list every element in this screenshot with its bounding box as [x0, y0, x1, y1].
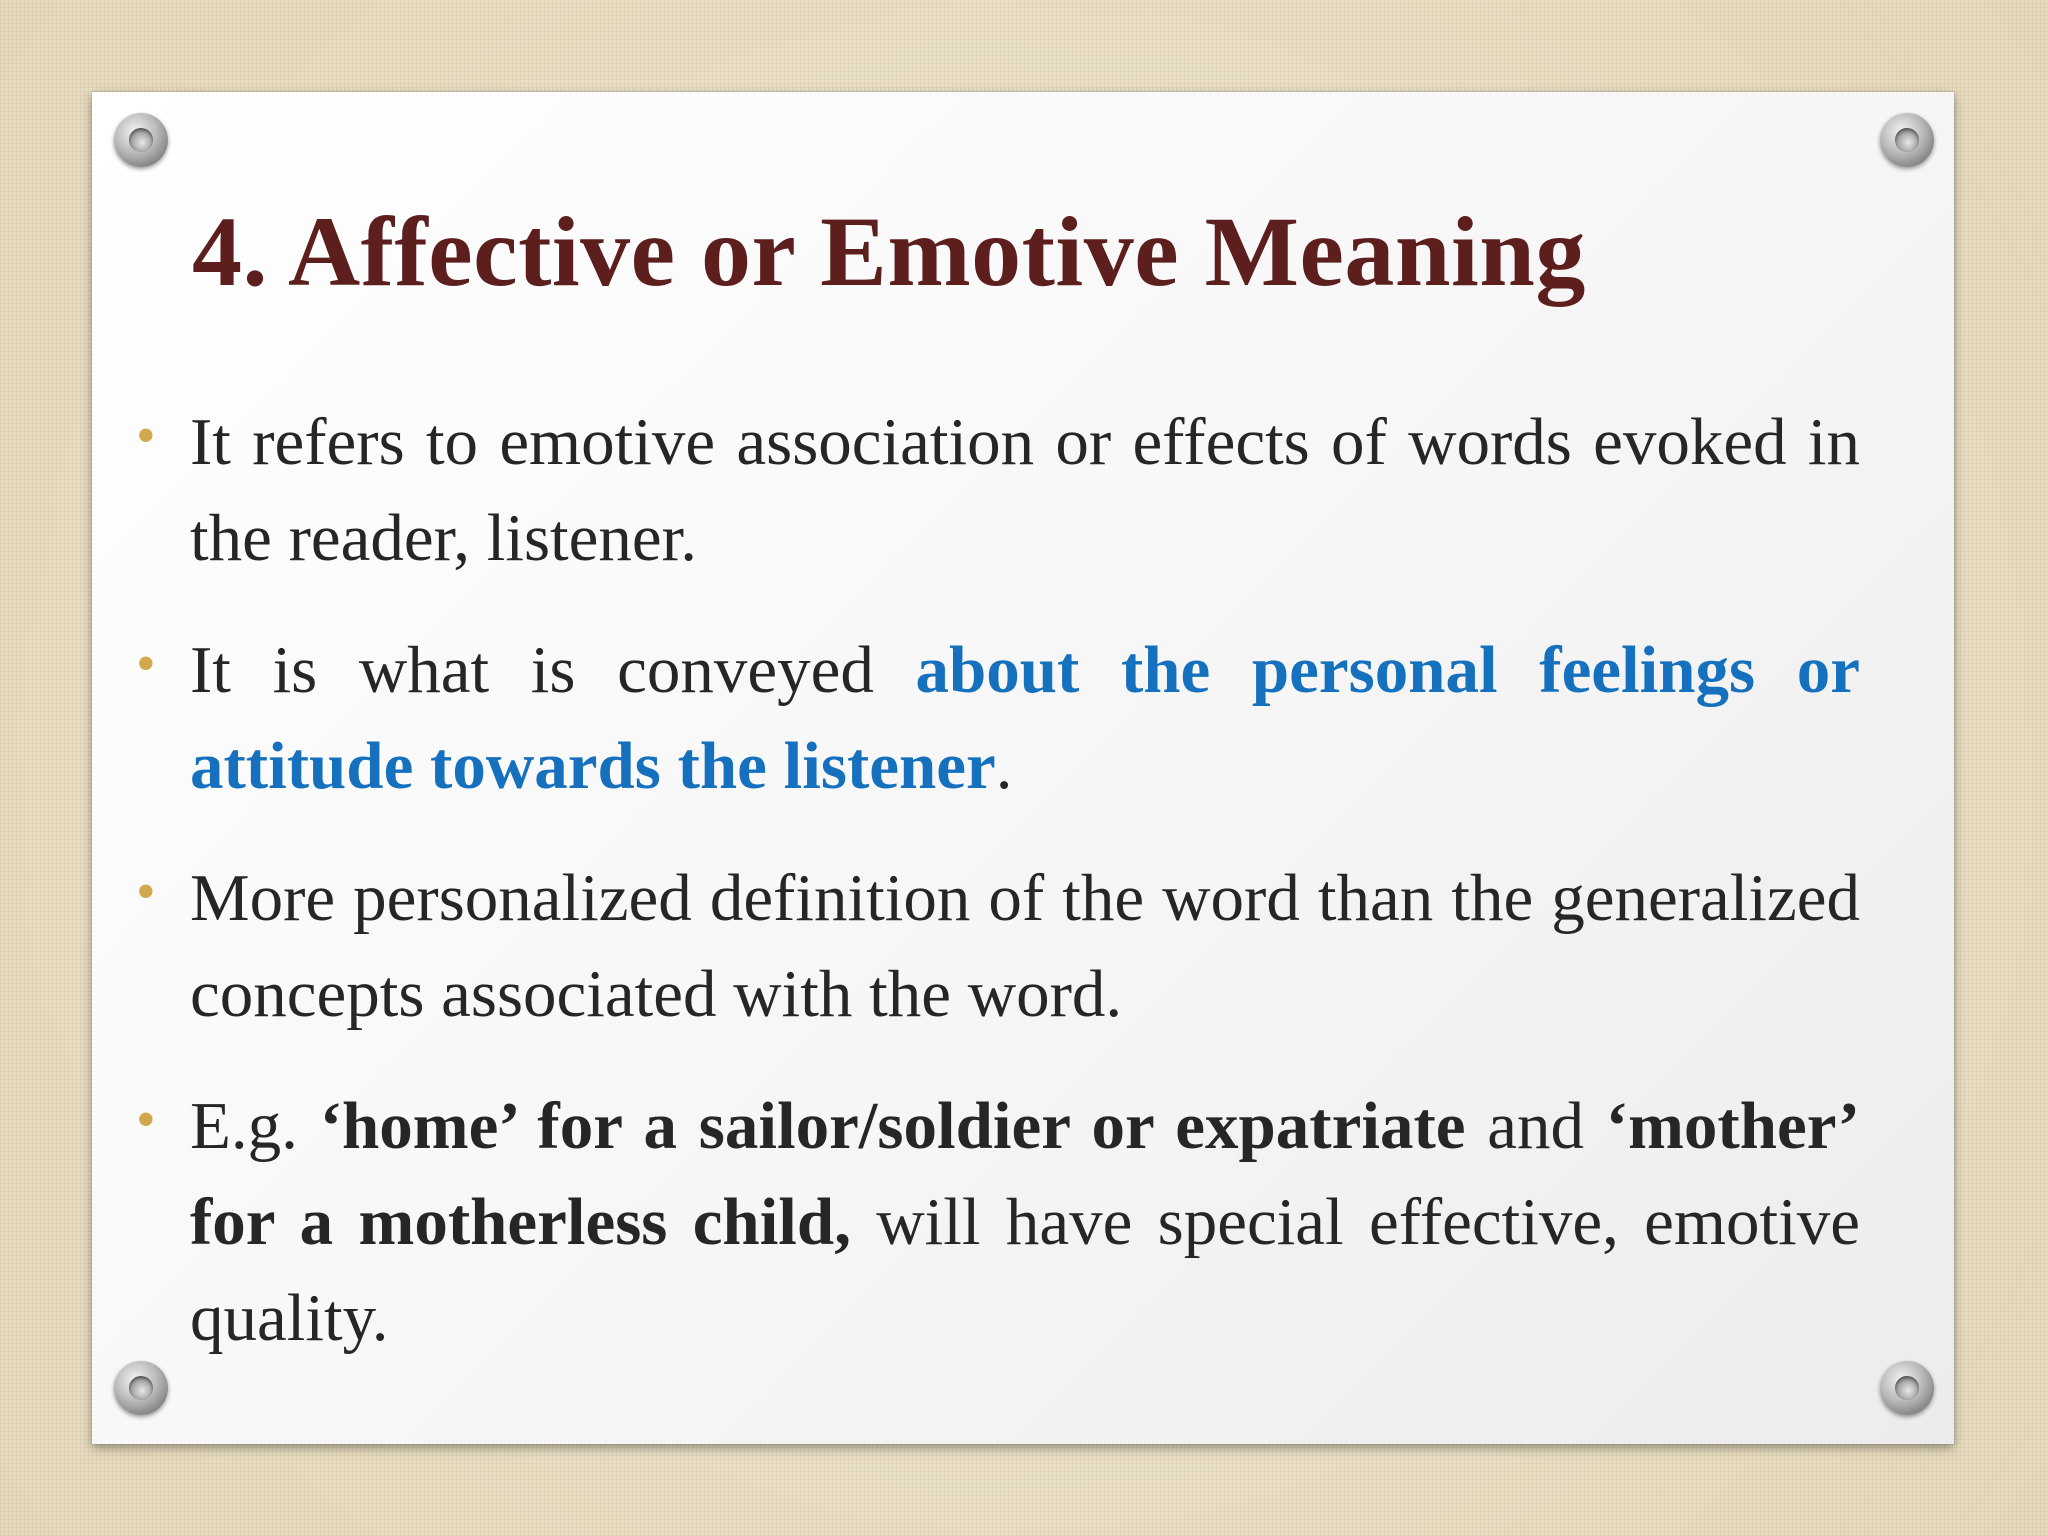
bullet-text-end: will have special effective, emotive quality. [190, 1185, 1860, 1355]
grommet-icon-bottom-left [114, 1361, 168, 1415]
bullet-item-3 [136, 850, 1860, 1042]
bullet-item-2 [136, 622, 1860, 814]
bullet-text: It is what is conveyed [190, 633, 916, 707]
highlighted-phrase: about the personal feelings or attitude towards the listener [190, 633, 1860, 803]
slide-title: 4. Affective or Emotive Meaning [192, 196, 1586, 307]
bullet-list [136, 394, 1860, 1402]
bullet-text: E.g. [190, 1089, 320, 1163]
bullet-text-end: . [995, 729, 1013, 803]
bullet-text-middle: and [1465, 1089, 1606, 1163]
bullet-text: It refers to emotive association or effects of words evoked in the reader, listener. [190, 405, 1860, 575]
grommet-icon-top-right [1880, 113, 1934, 167]
bullet-icon: • [136, 1089, 156, 1151]
bold-example-home: ‘home’ for a sailor/soldier or expatriate [319, 1089, 1466, 1163]
bullet-icon: • [136, 633, 156, 695]
bullet-icon: • [136, 861, 156, 923]
grommet-icon-top-left [114, 113, 168, 167]
bullet-icon: • [136, 405, 156, 467]
bullet-item-1 [136, 394, 1860, 586]
bullet-text: More personalized definition of the word than the generalized concepts associated with the word. [190, 861, 1860, 1031]
bullet-item-4 [136, 1078, 1860, 1366]
bold-example-mother: ‘mother’ for a motherless child, [190, 1089, 1860, 1259]
grommet-icon-bottom-right [1880, 1361, 1934, 1415]
